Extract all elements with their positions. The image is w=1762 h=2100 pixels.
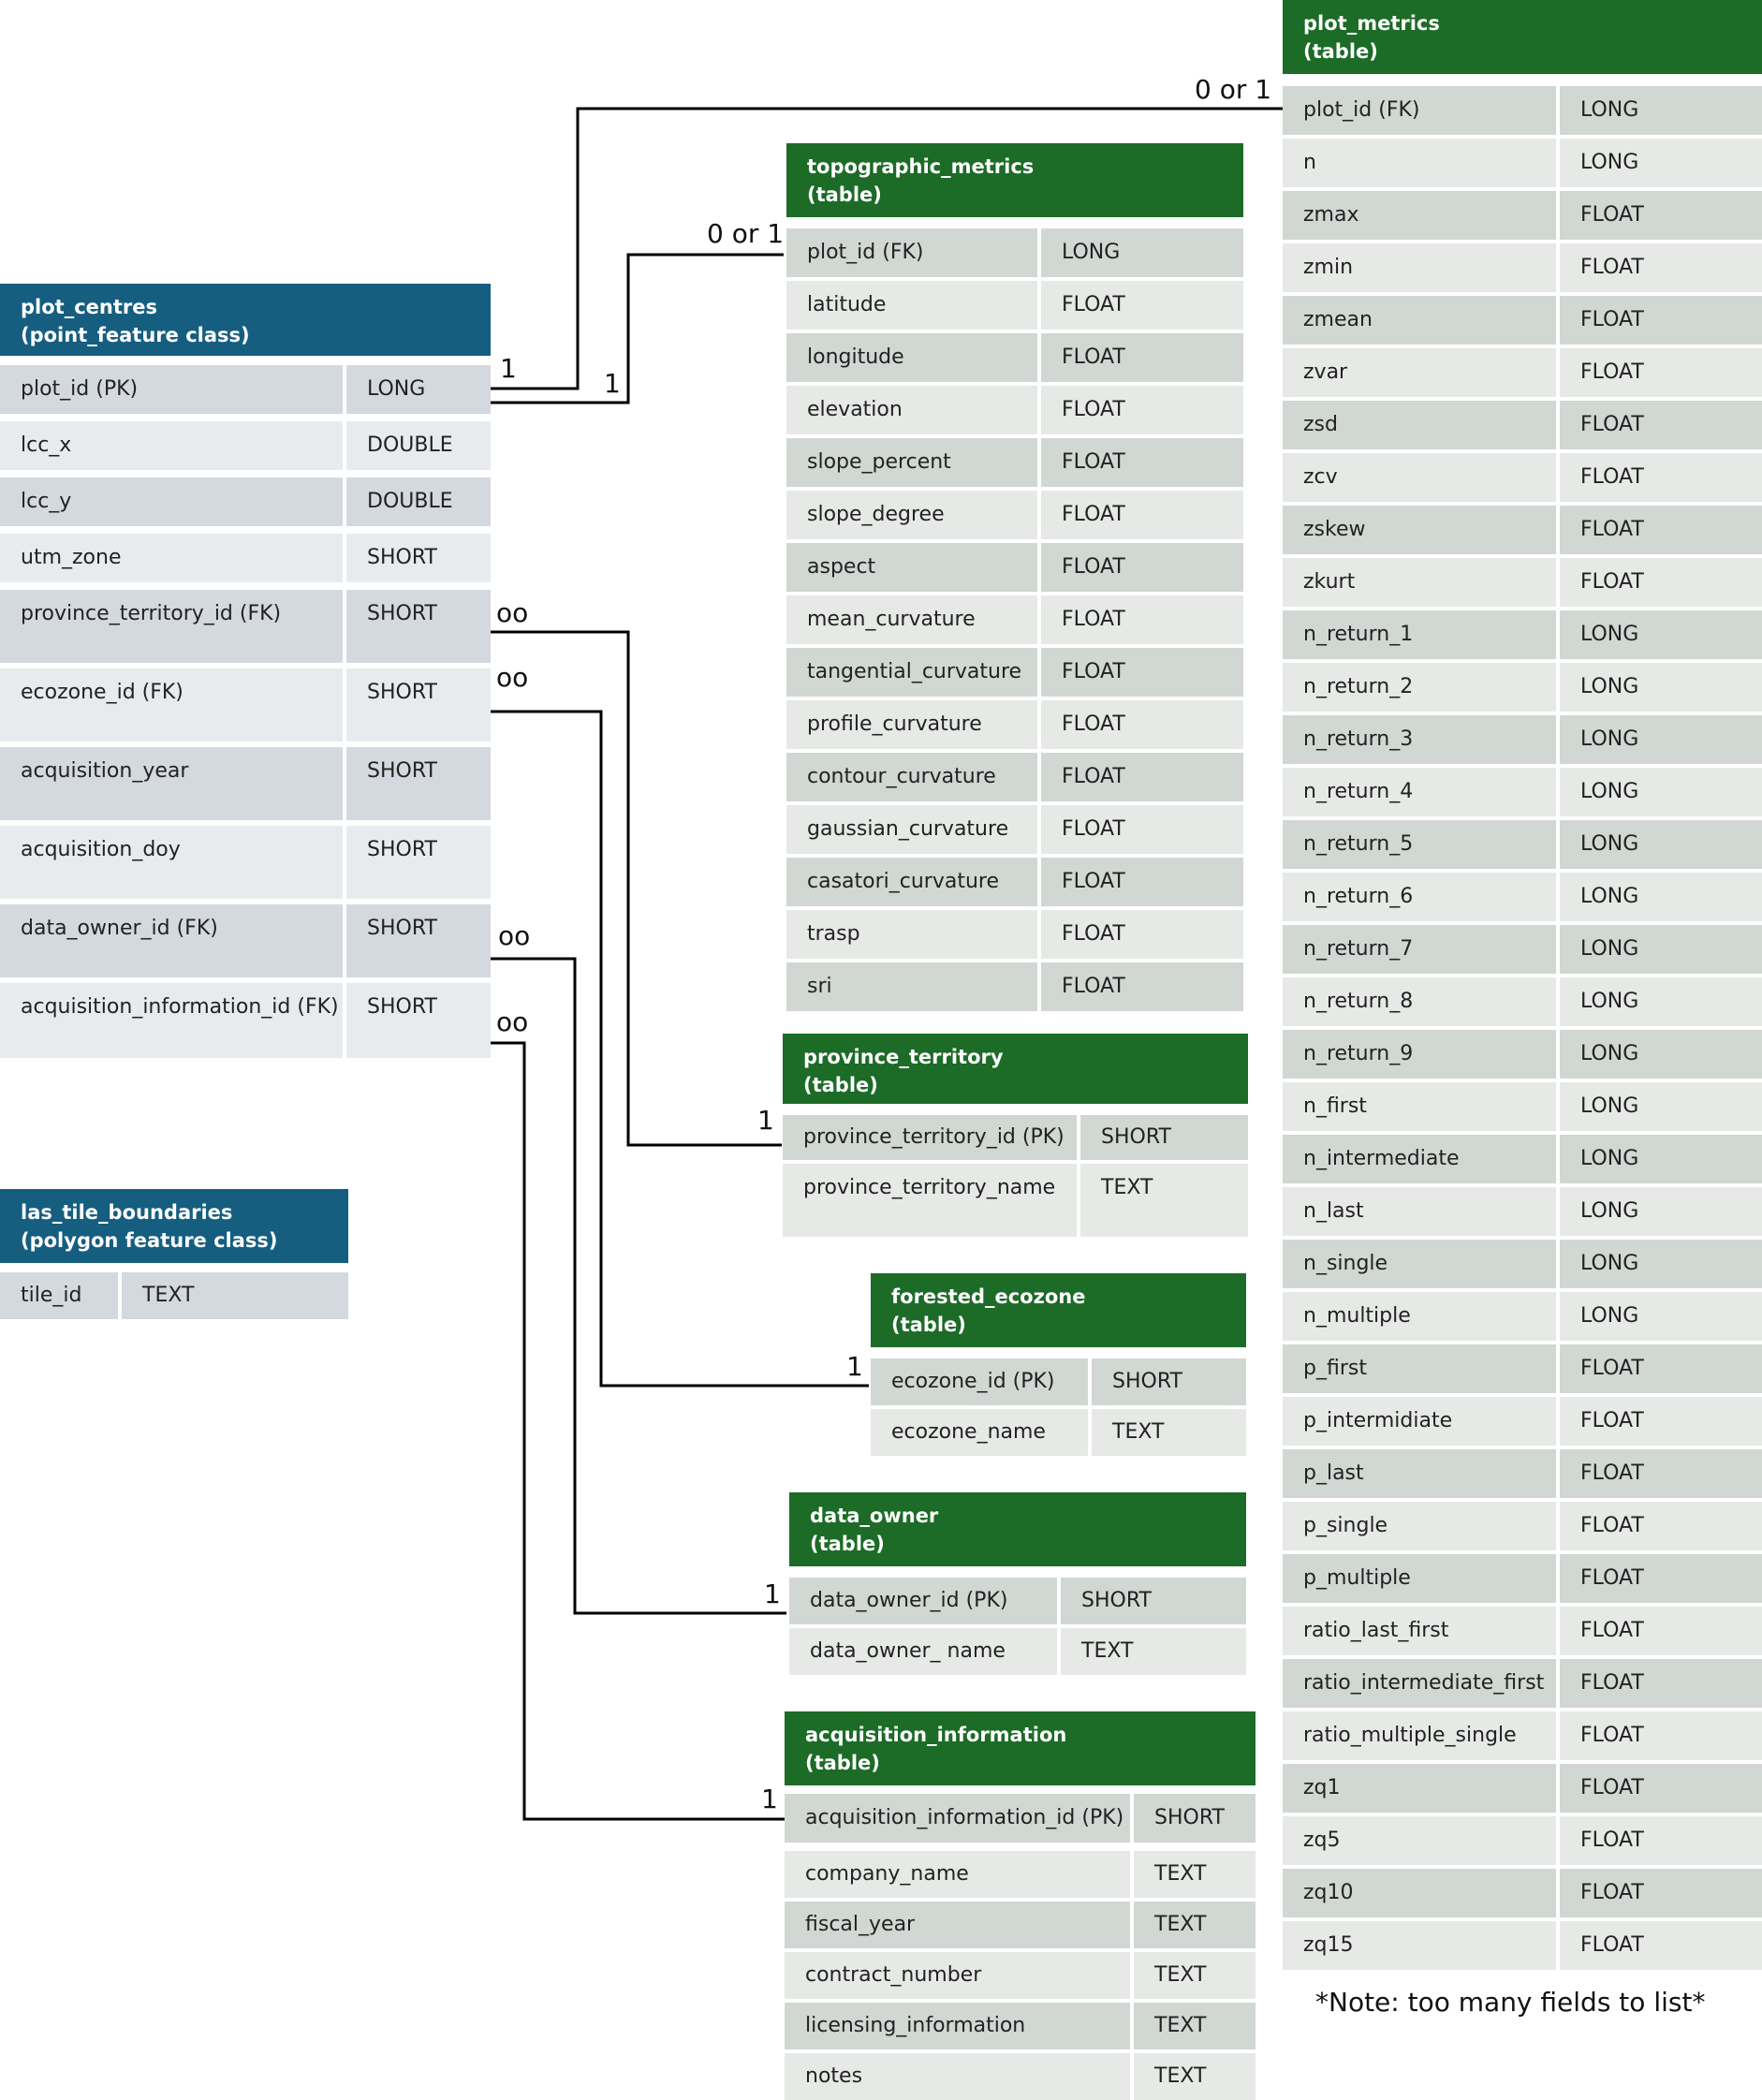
field-type-cell: FLOAT — [1560, 453, 1762, 502]
field-type-cell: LONG — [1560, 1187, 1762, 1236]
field-type-cell: FLOAT — [1041, 805, 1243, 854]
field-type-cell: FLOAT — [1041, 858, 1243, 906]
field-name-cell: n_intermediate — [1283, 1135, 1556, 1183]
field-type-cell: FLOAT — [1041, 491, 1243, 539]
cardinality-label: 1 — [764, 1579, 781, 1609]
field-type-cell: SHORT — [346, 590, 491, 663]
table-title: data_owner — [810, 1505, 939, 1527]
field-type-cell: SHORT — [346, 904, 491, 977]
field-name-cell: lcc_x — [0, 421, 343, 470]
field-type-cell: LONG — [1560, 768, 1762, 816]
cardinality-label: 0 or 1 — [1195, 74, 1272, 105]
field-name-cell: n_return_5 — [1283, 820, 1556, 869]
acquisition-information-table-header — [785, 1711, 1255, 1785]
field-name-cell: p_intermidiate — [1283, 1397, 1556, 1446]
field-type-cell: LONG — [1560, 1135, 1762, 1183]
field-name-cell: ratio_multiple_single — [1283, 1711, 1556, 1760]
field-name-cell: gaussian_curvature — [786, 805, 1037, 854]
field-name-cell: zsd — [1283, 401, 1556, 449]
table-subtitle: (table) — [891, 1314, 966, 1336]
field-name-cell: ratio_intermediate_first — [1283, 1659, 1556, 1708]
table-subtitle: (table) — [803, 1074, 878, 1096]
field-name-cell: aspect — [786, 543, 1037, 592]
field-name-cell: n_return_9 — [1283, 1030, 1556, 1079]
field-type-cell: FLOAT — [1560, 1711, 1762, 1760]
field-name-cell: n_return_2 — [1283, 663, 1556, 712]
link-acquisition-information — [491, 1043, 785, 1819]
field-type-cell: LONG — [1041, 228, 1243, 277]
field-name-cell: latitude — [786, 281, 1037, 330]
field-type-cell: SHORT — [346, 534, 491, 582]
field-type-cell: FLOAT — [1560, 1816, 1762, 1865]
plot-metrics-table-header — [1283, 0, 1762, 74]
field-type-cell: SHORT — [346, 826, 491, 899]
field-type-cell: FLOAT — [1560, 1449, 1762, 1498]
field-name-cell: p_last — [1283, 1449, 1556, 1498]
cardinality-label: 1 — [757, 1105, 774, 1136]
field-type-cell: FLOAT — [1560, 1344, 1762, 1393]
las-tile-boundaries-table-header — [0, 1189, 348, 1263]
forested-ecozone-table-header — [871, 1273, 1246, 1347]
cardinality-label: oo — [496, 1006, 529, 1037]
field-type-cell: FLOAT — [1041, 753, 1243, 801]
field-name-cell: plot_id (PK) — [0, 365, 343, 414]
field-type-cell: LONG — [1560, 873, 1762, 921]
field-type-cell: LONG — [1560, 1082, 1762, 1131]
field-type-cell: FLOAT — [1041, 700, 1243, 749]
field-type-cell: FLOAT — [1560, 296, 1762, 345]
field-name-cell: slope_percent — [786, 438, 1037, 487]
field-name-cell: licensing_information — [785, 2003, 1130, 2049]
field-name-cell: lcc_y — [0, 477, 343, 526]
field-type-cell: FLOAT — [1560, 558, 1762, 607]
field-type-cell: FLOAT — [1560, 1659, 1762, 1708]
field-type-cell: LONG — [1560, 1292, 1762, 1341]
field-type-cell: TEXT — [1134, 2003, 1255, 2049]
field-name-cell: zq10 — [1283, 1869, 1556, 1917]
field-type-cell: LONG — [1560, 610, 1762, 659]
field-name-cell: utm_zone — [0, 534, 343, 582]
province-territory-table-header — [783, 1034, 1248, 1104]
field-name-cell: province_territory_name — [783, 1164, 1077, 1237]
cardinality-label: oo — [496, 662, 529, 693]
table-subtitle: (table) — [807, 184, 882, 206]
field-name-cell: contract_number — [785, 1952, 1130, 1999]
field-type-cell: FLOAT — [1560, 243, 1762, 292]
link-province-territory — [491, 632, 782, 1145]
link-topographic-metrics — [491, 255, 784, 403]
field-type-cell: FLOAT — [1041, 438, 1243, 487]
field-type-cell: FLOAT — [1560, 1869, 1762, 1917]
field-name-cell: n_multiple — [1283, 1292, 1556, 1341]
field-type-cell: FLOAT — [1041, 333, 1243, 382]
field-type-cell: FLOAT — [1041, 386, 1243, 434]
note-text: *Note: too many fields to list* — [1315, 1987, 1706, 2018]
cardinality-label: 1 — [500, 353, 517, 384]
field-name-cell: sri — [786, 962, 1037, 1011]
field-name-cell: trasp — [786, 910, 1037, 959]
field-type-cell: TEXT — [1134, 1851, 1255, 1898]
field-type-cell: SHORT — [1080, 1115, 1248, 1160]
field-type-cell: LONG — [1560, 820, 1762, 869]
field-name-cell: data_owner_ name — [789, 1628, 1057, 1675]
link-data-owner — [491, 959, 786, 1613]
cardinality-label: 0 or 1 — [707, 218, 785, 249]
cardinality-label: oo — [496, 597, 529, 628]
table-title: topographic_metrics — [807, 155, 1035, 178]
field-name-cell: ecozone_name — [871, 1409, 1088, 1456]
field-type-cell: DOUBLE — [346, 477, 491, 526]
field-name-cell: acquisition_doy — [0, 826, 343, 899]
field-name-cell: n_return_8 — [1283, 977, 1556, 1026]
field-name-cell: zq5 — [1283, 1816, 1556, 1865]
cardinality-label: oo — [498, 920, 531, 951]
field-name-cell: data_owner_id (FK) — [0, 904, 343, 977]
field-name-cell: notes — [785, 2053, 1130, 2100]
field-name-cell: n_first — [1283, 1082, 1556, 1131]
field-type-cell: TEXT — [1134, 2053, 1255, 2100]
field-type-cell: FLOAT — [1560, 506, 1762, 554]
field-name-cell: plot_id (FK) — [1283, 86, 1556, 135]
field-name-cell: contour_curvature — [786, 753, 1037, 801]
table-title: acquisition_information — [805, 1724, 1067, 1746]
field-type-cell: TEXT — [1134, 1902, 1255, 1948]
field-name-cell: zq1 — [1283, 1764, 1556, 1813]
field-type-cell: LONG — [1560, 1030, 1762, 1079]
field-type-cell: SHORT — [346, 747, 491, 820]
field-type-cell: FLOAT — [1560, 401, 1762, 449]
data-owner-table-header — [789, 1492, 1246, 1566]
field-name-cell: n_return_4 — [1283, 768, 1556, 816]
field-type-cell: TEXT — [1134, 1952, 1255, 1999]
table-subtitle: (polygon feature class) — [21, 1229, 278, 1252]
cardinality-label: 1 — [846, 1351, 863, 1382]
field-name-cell: profile_curvature — [786, 700, 1037, 749]
field-type-cell: TEXT — [1092, 1409, 1246, 1456]
field-type-cell: FLOAT — [1560, 348, 1762, 397]
table-subtitle: (table) — [810, 1533, 885, 1555]
table-title: plot_centres — [21, 296, 157, 318]
table-title: forested_ecozone — [891, 1285, 1086, 1308]
table-subtitle: (table) — [805, 1752, 880, 1774]
field-name-cell: acquisition_year — [0, 747, 343, 820]
field-name-cell: fiscal_year — [785, 1902, 1130, 1948]
field-type-cell: TEXT — [122, 1272, 348, 1319]
field-name-cell: acquisition_information_id (FK) — [0, 983, 343, 1058]
field-type-cell: SHORT — [346, 983, 491, 1058]
field-name-cell: longitude — [786, 333, 1037, 382]
field-type-cell: FLOAT — [1041, 648, 1243, 697]
field-type-cell: FLOAT — [1041, 595, 1243, 644]
field-type-cell: SHORT — [1092, 1358, 1246, 1405]
field-type-cell: FLOAT — [1041, 962, 1243, 1011]
field-name-cell: zkurt — [1283, 558, 1556, 607]
field-type-cell: LONG — [1560, 86, 1762, 135]
field-name-cell: p_single — [1283, 1502, 1556, 1550]
field-name-cell: zq15 — [1283, 1921, 1556, 1970]
field-name-cell: n_return_7 — [1283, 925, 1556, 974]
field-type-cell: SHORT — [1061, 1578, 1246, 1624]
field-name-cell: zmin — [1283, 243, 1556, 292]
field-name-cell: data_owner_id (PK) — [789, 1578, 1057, 1624]
field-type-cell: FLOAT — [1560, 1554, 1762, 1603]
field-type-cell: LONG — [1560, 977, 1762, 1026]
field-name-cell: p_multiple — [1283, 1554, 1556, 1603]
cardinality-label: 1 — [604, 368, 621, 399]
field-name-cell: tangential_curvature — [786, 648, 1037, 697]
field-type-cell: DOUBLE — [346, 421, 491, 470]
field-type-cell: LONG — [1560, 139, 1762, 187]
field-name-cell: n — [1283, 139, 1556, 187]
field-type-cell: LONG — [1560, 925, 1762, 974]
table-title: province_territory — [803, 1046, 1004, 1068]
field-name-cell: plot_id (FK) — [786, 228, 1037, 277]
field-name-cell: ecozone_id (PK) — [871, 1358, 1088, 1405]
plot-centres-table-header — [0, 284, 491, 356]
field-type-cell: LONG — [1560, 715, 1762, 764]
field-name-cell: ecozone_id (FK) — [0, 668, 343, 742]
field-name-cell: tile_id — [0, 1272, 118, 1319]
field-type-cell: LONG — [1560, 1240, 1762, 1288]
field-name-cell: n_return_3 — [1283, 715, 1556, 764]
field-type-cell: LONG — [346, 365, 491, 414]
field-name-cell: n_return_1 — [1283, 610, 1556, 659]
field-type-cell: TEXT — [1061, 1628, 1246, 1675]
cardinality-label: 1 — [761, 1784, 778, 1814]
field-name-cell: n_single — [1283, 1240, 1556, 1288]
field-type-cell: SHORT — [1134, 1794, 1255, 1843]
field-name-cell: province_territory_id (PK) — [783, 1115, 1077, 1160]
field-type-cell: FLOAT — [1560, 1607, 1762, 1655]
field-type-cell: FLOAT — [1560, 191, 1762, 240]
table-subtitle: (table) — [1303, 40, 1378, 63]
field-name-cell: n_last — [1283, 1187, 1556, 1236]
field-name-cell: ratio_last_first — [1283, 1607, 1556, 1655]
field-type-cell: FLOAT — [1560, 1502, 1762, 1550]
field-name-cell: zmean — [1283, 296, 1556, 345]
field-name-cell: zskew — [1283, 506, 1556, 554]
field-name-cell: acquisition_information_id (PK) — [785, 1794, 1130, 1843]
field-name-cell: casatori_curvature — [786, 858, 1037, 906]
field-name-cell: n_return_6 — [1283, 873, 1556, 921]
field-name-cell: province_territory_id (FK) — [0, 590, 343, 663]
field-name-cell: zcv — [1283, 453, 1556, 502]
field-name-cell: company_name — [785, 1851, 1130, 1898]
field-type-cell: LONG — [1560, 663, 1762, 712]
field-type-cell: SHORT — [346, 668, 491, 742]
field-name-cell: slope_degree — [786, 491, 1037, 539]
field-name-cell: mean_curvature — [786, 595, 1037, 644]
field-name-cell: zvar — [1283, 348, 1556, 397]
field-name-cell: elevation — [786, 386, 1037, 434]
field-type-cell: FLOAT — [1041, 543, 1243, 592]
topographic-metrics-table-header — [786, 143, 1243, 217]
field-type-cell: TEXT — [1080, 1164, 1248, 1237]
table-subtitle: (point_feature class) — [21, 324, 250, 346]
field-name-cell: zmax — [1283, 191, 1556, 240]
field-name-cell: p_first — [1283, 1344, 1556, 1393]
table-title: plot_metrics — [1303, 12, 1440, 35]
field-type-cell: FLOAT — [1041, 281, 1243, 330]
field-type-cell: FLOAT — [1560, 1921, 1762, 1970]
table-title: las_tile_boundaries — [21, 1201, 233, 1224]
field-type-cell: FLOAT — [1560, 1397, 1762, 1446]
field-type-cell: FLOAT — [1041, 910, 1243, 959]
field-type-cell: FLOAT — [1560, 1764, 1762, 1813]
